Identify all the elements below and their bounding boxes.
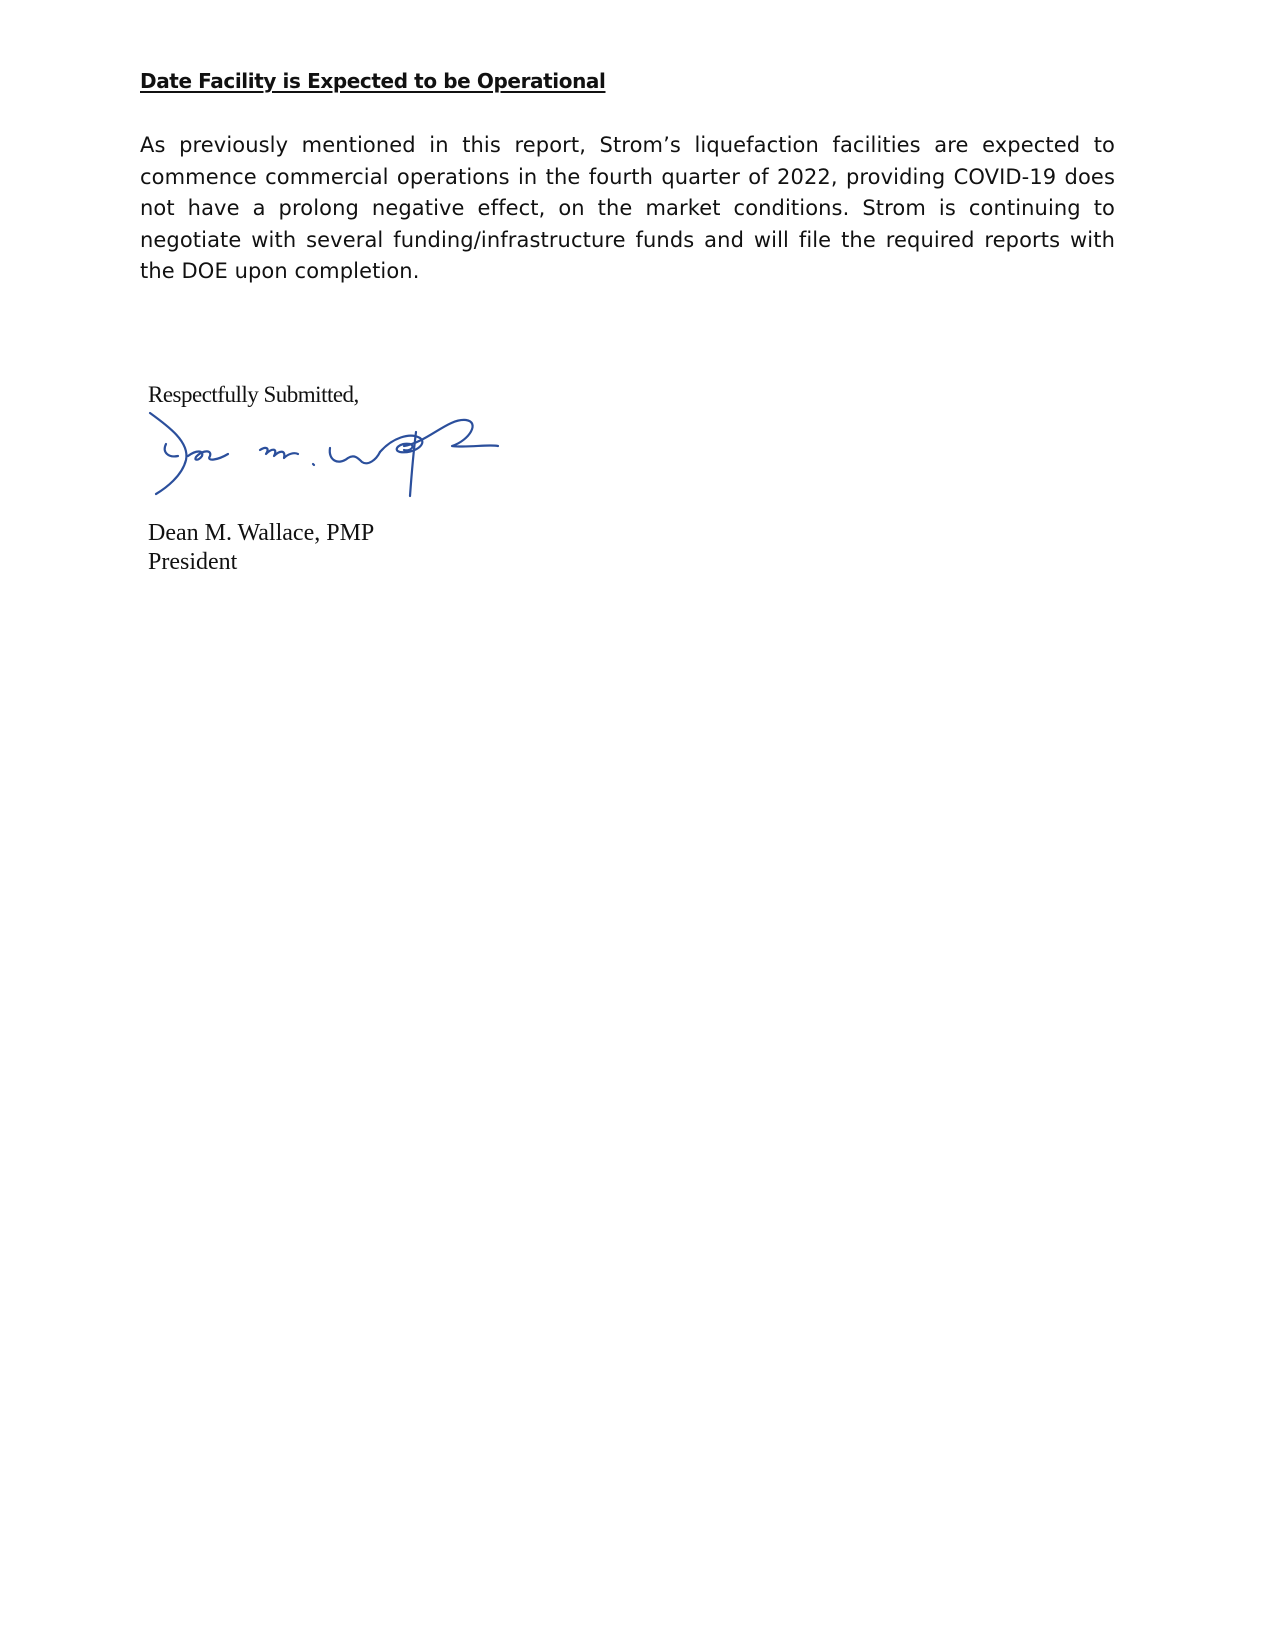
body-paragraph: As previously mentioned in this report, Strom’s liquefaction facilities are expected to commence commercial operations in the fourth quarter of 2022, providing COVID-19 does not have a prolong negative effect, on the market conditions. Strom is continuing to negotiate with several funding/infrastructure funds and will file the required reports with the DOE upon completion. <box>140 133 1115 283</box>
signer-name: Dean M. Wallace, PMP <box>148 520 375 546</box>
signer-title: President <box>148 549 238 575</box>
signature-image <box>148 408 518 500</box>
section-heading: Date Facility is Expected to be Operational <box>140 69 606 93</box>
closing-line: Respectfully Submitted, <box>148 382 359 407</box>
